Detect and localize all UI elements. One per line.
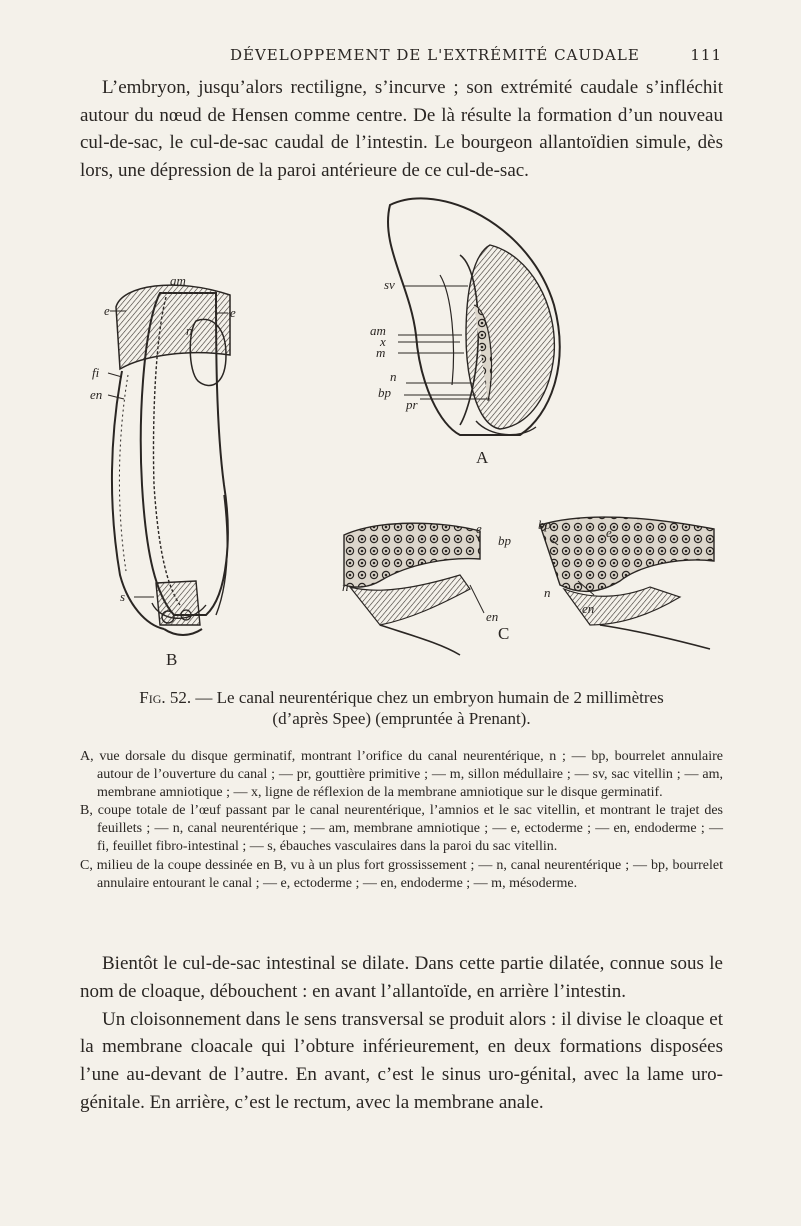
paragraph-intro <box>80 74 723 184</box>
running-title: DÉVELOPPEMENT DE L'EXTRÉMITÉ CAUDALE <box>230 46 640 64</box>
label-c-bp-right: bp <box>538 517 551 532</box>
label-a-bp: bp <box>378 385 391 400</box>
panel-label-c: C <box>498 624 510 643</box>
caption-line-1 <box>80 687 723 708</box>
label-c-e-left: e <box>476 521 482 536</box>
panel-a-drawing <box>370 198 560 467</box>
panel-label-b: B <box>166 650 178 669</box>
paragraph-cloaque-text-1: Bientôt le cul-de-sac intestinal se dilate. Dans cette partie dilatée, connue sous le nom de cloaque, débouchent : en avant l’allantoïde, en arrière l’intestin. <box>80 953 723 1002</box>
panel-b-drawing <box>90 273 236 669</box>
label-c-en-right: en <box>582 601 595 616</box>
panel-c-drawing <box>342 517 714 655</box>
page-number: 111 <box>690 46 722 64</box>
label-c-e-right: e <box>606 525 612 540</box>
label-a-m: m <box>376 345 386 360</box>
legend-entry-a: A, vue dorsale du disque germinatif, montrant l’orifice du canal neurentérique, n ; — bp, bourrelet annulaire autour de l’ouverture du canal ; — pr, gouttière primitive ; — m, sillon médullaire ; — sv, sac vitellin ; — am, membrane amniotique ; — x, ligne de réflexion de la membrane amniotique sur le disque germinatif. <box>80 749 723 800</box>
label-b-n: n <box>186 323 193 338</box>
paragraph-intro-text: L’embryon, jusqu’alors rectiligne, s’incurve ; son extrémité caudale s’infléchit autour du nœud de Hensen comme centre. De là résulte la formation d’un nouveau cul-de-sac, le cul-de-sac caudal de l’intestin. Le bourgeon allantoïdien simule, dès lors, une dépression de la paroi antérieure de ce cul-de-sac. <box>80 77 723 181</box>
label-b-e-left: e <box>104 303 110 318</box>
label-c-n-left: n <box>342 579 349 594</box>
caption-title: — Le canal neurentérique chez un embryon humain de 2 millimètres <box>191 688 664 707</box>
figure-drawing <box>80 185 723 675</box>
figure-52 <box>80 185 723 675</box>
label-a-n: n <box>390 369 397 384</box>
label-b-am: am <box>170 273 186 288</box>
figure-caption <box>80 687 723 729</box>
legend-entry-c: C, milieu de la coupe dessinée en B, vu à un plus fort grossissement ; — n, canal neurentérique ; — bp, bourrelet annulaire entourant le canal ; — e, ectoderme ; — en, endoderme ; — m, mésoderme. <box>80 857 723 891</box>
label-a-pr: pr <box>406 397 418 412</box>
label-c-en-left: en <box>486 609 499 624</box>
label-c-bp-left: bp <box>498 533 511 548</box>
figure-legend <box>80 748 723 893</box>
label-b-s: s <box>120 589 126 604</box>
caption-subtitle: (d’après Spee) (empruntée à Prenant). <box>272 709 531 728</box>
paragraph-cloaque-text-2: Un cloisonnement dans le sens transversal se produit alors : il divise le cloaque et la membrane cloacale qui l’obture inférieurement, en deux formations disposées l’une au-devant de l’autre. En avant, c’est le sinus uro-génital, avec la lame uro-génitale. En arrière, c’est le rectum, avec la membrane anale. <box>80 1008 723 1113</box>
figure-number: Fig. 52. <box>139 688 192 707</box>
label-a-x: x <box>380 334 386 349</box>
panel-label-a: A <box>476 448 489 467</box>
label-c-n-right: n <box>544 585 551 600</box>
label-b-en: en <box>90 387 103 402</box>
label-a-sv: sv <box>384 277 395 292</box>
legend-entry-b: B, coupe totale de l’œuf passant par le canal neurentérique, l’amnios et le sac vitellin, et montrant le trajet des feuillets ; — n, canal neurentérique ; — am, membrane amniotique ; — e, ectoderme ; — en, endoderme ; — fi, feuillet fibro-intestinal ; — s, ébauches vasculaires dans la paroi du sac vitellin. <box>80 803 723 854</box>
label-a-am: am <box>370 323 386 338</box>
label-b-e-right: e <box>230 305 236 320</box>
paragraph-cloaque <box>80 950 723 1117</box>
label-b-fi: fi <box>92 365 100 380</box>
